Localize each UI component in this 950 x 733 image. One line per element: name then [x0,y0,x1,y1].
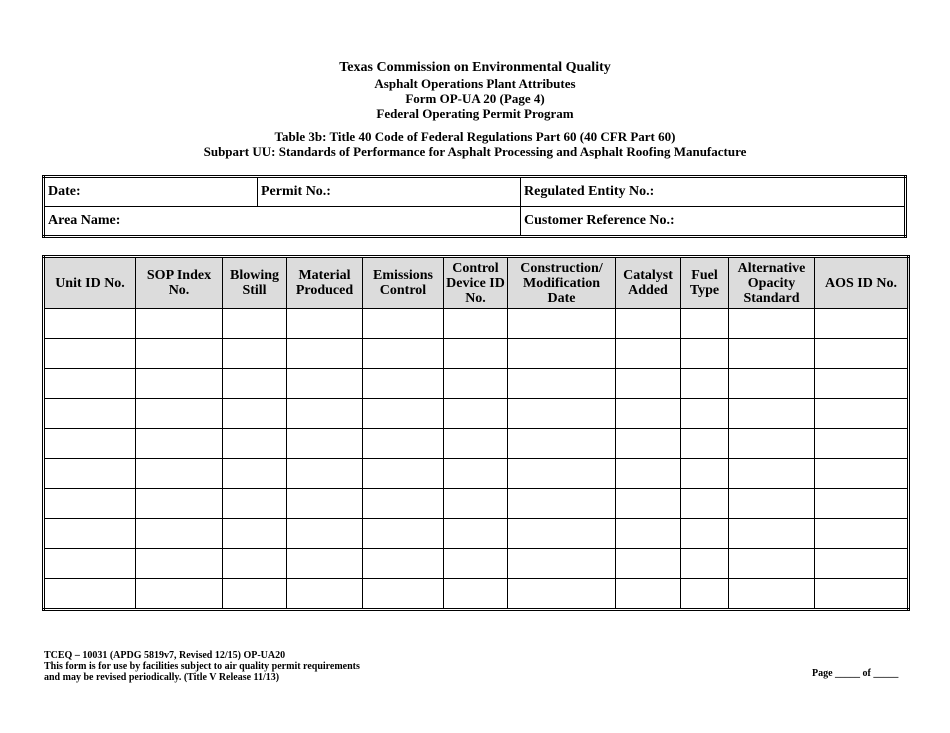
table-cell[interactable] [287,399,363,429]
table-cell[interactable] [136,549,223,579]
table-row [44,489,909,519]
table-cell[interactable] [287,579,363,610]
table-cell[interactable] [136,399,223,429]
footer-form-id: TCEQ – 10031 (APDG 5819v7, Revised 12/15) OP-UA20 [44,650,286,661]
table-cell[interactable] [136,459,223,489]
table-cell[interactable] [729,399,815,429]
table-cell[interactable] [508,339,616,369]
table-cell[interactable] [444,369,508,399]
col-emissions-control: Emissions Control [363,257,444,309]
table-cell[interactable] [815,309,909,339]
area-name-field[interactable]: Area Name: [44,207,521,237]
table-cell[interactable] [681,309,729,339]
table-cell[interactable] [444,489,508,519]
table-cell[interactable] [223,369,287,399]
agency-title: Texas Commission on Environmental Quality [339,60,611,75]
table-cell[interactable] [508,309,616,339]
table-cell[interactable] [287,489,363,519]
date-field[interactable]: Date: [44,177,258,207]
footer-note-1: This form is for use by facilities subject to air quality permit requirements [44,661,360,672]
table-cell[interactable] [681,549,729,579]
table-cell[interactable] [444,549,508,579]
table-cell[interactable] [363,369,444,399]
regulated-entity-no-field[interactable]: Regulated Entity No.: [521,177,906,207]
table-cell[interactable] [287,519,363,549]
table-cell[interactable] [681,459,729,489]
table-cell[interactable] [616,429,681,459]
table-cell[interactable] [681,399,729,429]
table-row [44,339,909,369]
col-aos-id: AOS ID No. [815,257,909,309]
table-cell[interactable] [616,549,681,579]
program-name: Federal Operating Permit Program [376,106,574,121]
table-cell[interactable] [136,489,223,519]
table-cell[interactable] [729,549,815,579]
table-cell[interactable] [815,399,909,429]
table-cell[interactable] [44,309,136,339]
table-cell[interactable] [287,339,363,369]
table-cell[interactable] [681,339,729,369]
table-cell[interactable] [508,369,616,399]
table-cell[interactable] [444,459,508,489]
table-cell[interactable] [223,459,287,489]
table-row [44,309,909,339]
table-cell[interactable] [287,459,363,489]
table-cell[interactable] [815,339,909,369]
table-cell[interactable] [363,579,444,610]
table-row [44,429,909,459]
table-row [44,549,909,579]
table-cell[interactable] [729,429,815,459]
table-cell[interactable] [444,399,508,429]
table-cell[interactable] [44,459,136,489]
table-cell[interactable] [363,339,444,369]
table-cell[interactable] [729,369,815,399]
table-cell[interactable] [681,429,729,459]
table-cell[interactable] [363,309,444,339]
table-cell[interactable] [508,399,616,429]
table-cell[interactable] [729,459,815,489]
table-cell[interactable] [223,309,287,339]
table-row [44,399,909,429]
footer-note-2: and may be revised periodically. (Title V Release 11/13) [44,672,280,683]
table-cell[interactable] [44,579,136,610]
table-subtitle: Subpart UU: Standards of Performance for Asphalt Processing and Asphalt Roofing Manufacture [203,144,747,159]
table-cell[interactable] [815,459,909,489]
page-number: Page _____ of _____ [812,668,899,679]
table-cell[interactable] [729,579,815,610]
table-cell[interactable] [136,339,223,369]
table-cell[interactable] [815,549,909,579]
table-cell[interactable] [287,309,363,339]
table-cell[interactable] [287,369,363,399]
table-cell[interactable] [729,309,815,339]
table-cell[interactable] [616,339,681,369]
table-cell[interactable] [508,549,616,579]
table-cell[interactable] [44,489,136,519]
table-cell[interactable] [815,519,909,549]
table-title: Table 3b: Title 40 Code of Federal Regulations Part 60 (40 CFR Part 60) [274,129,676,144]
col-alternative-opacity: Alternative Opacity Standard [729,257,815,309]
table-cell[interactable] [363,549,444,579]
table-cell[interactable] [508,459,616,489]
customer-reference-no-field[interactable]: Customer Reference No.: [521,207,906,237]
table-cell[interactable] [223,579,287,610]
column-header-row [44,257,909,309]
table-cell[interactable] [681,369,729,399]
table-cell[interactable] [729,519,815,549]
table-cell[interactable] [363,519,444,549]
table-row [44,579,909,610]
table-cell[interactable] [136,519,223,549]
table-cell[interactable] [44,519,136,549]
col-blowing-still: Blowing Still [223,257,287,309]
table-cell[interactable] [815,369,909,399]
table-cell[interactable] [444,429,508,459]
table-cell[interactable] [815,489,909,519]
form-header [0,60,950,159]
table-cell[interactable] [363,459,444,489]
table-cell[interactable] [616,369,681,399]
table-cell[interactable] [223,339,287,369]
table-cell[interactable] [136,369,223,399]
table-cell[interactable] [136,429,223,459]
table-row [44,369,909,399]
table-cell[interactable] [815,429,909,459]
table-cell[interactable] [681,579,729,610]
table-cell[interactable] [363,429,444,459]
table-cell[interactable] [44,399,136,429]
permit-no-field[interactable]: Permit No.: [258,177,521,207]
table-cell[interactable] [444,309,508,339]
table-cell[interactable] [223,489,287,519]
col-sop-index: SOP Index No. [136,257,223,309]
table-body [44,309,909,610]
table-cell[interactable] [44,549,136,579]
table-cell[interactable] [223,399,287,429]
table-cell[interactable] [616,519,681,549]
table-row [44,459,909,489]
unit-attributes-table [42,255,910,611]
table-cell[interactable] [44,339,136,369]
table-cell[interactable] [136,579,223,610]
table-cell[interactable] [815,579,909,610]
table-cell[interactable] [44,429,136,459]
table-cell[interactable] [444,579,508,610]
table-cell[interactable] [223,549,287,579]
table-cell[interactable] [363,489,444,519]
table-cell[interactable] [729,489,815,519]
table-cell[interactable] [616,579,681,610]
col-unit-id: Unit ID No. [44,257,136,309]
table-cell[interactable] [444,339,508,369]
table-cell[interactable] [223,519,287,549]
table-cell[interactable] [729,339,815,369]
table-cell[interactable] [136,309,223,339]
table-cell[interactable] [223,429,287,459]
table-cell[interactable] [681,489,729,519]
table-cell[interactable] [287,549,363,579]
table-cell[interactable] [508,579,616,610]
table-cell[interactable] [508,489,616,519]
form-number: Form OP-UA 20 (Page 4) [405,91,545,106]
table-cell[interactable] [616,309,681,339]
form-subtitle: Asphalt Operations Plant Attributes [374,76,576,91]
table-row [44,519,909,549]
identification-table [42,175,907,238]
col-construction-date: Construction/ Modification Date [508,257,616,309]
col-control-device-id: Control Device ID No. [444,257,508,309]
col-catalyst-added: Catalyst Added [616,257,681,309]
table-cell[interactable] [616,459,681,489]
table-cell[interactable] [681,519,729,549]
table-cell[interactable] [508,519,616,549]
table-cell[interactable] [287,429,363,459]
table-cell[interactable] [444,519,508,549]
table-cell[interactable] [616,489,681,519]
col-material-produced: Material Produced [287,257,363,309]
table-cell[interactable] [508,429,616,459]
table-cell[interactable] [616,399,681,429]
table-cell[interactable] [363,399,444,429]
col-fuel-type: Fuel Type [681,257,729,309]
table-cell[interactable] [44,369,136,399]
form-footer [44,650,360,683]
